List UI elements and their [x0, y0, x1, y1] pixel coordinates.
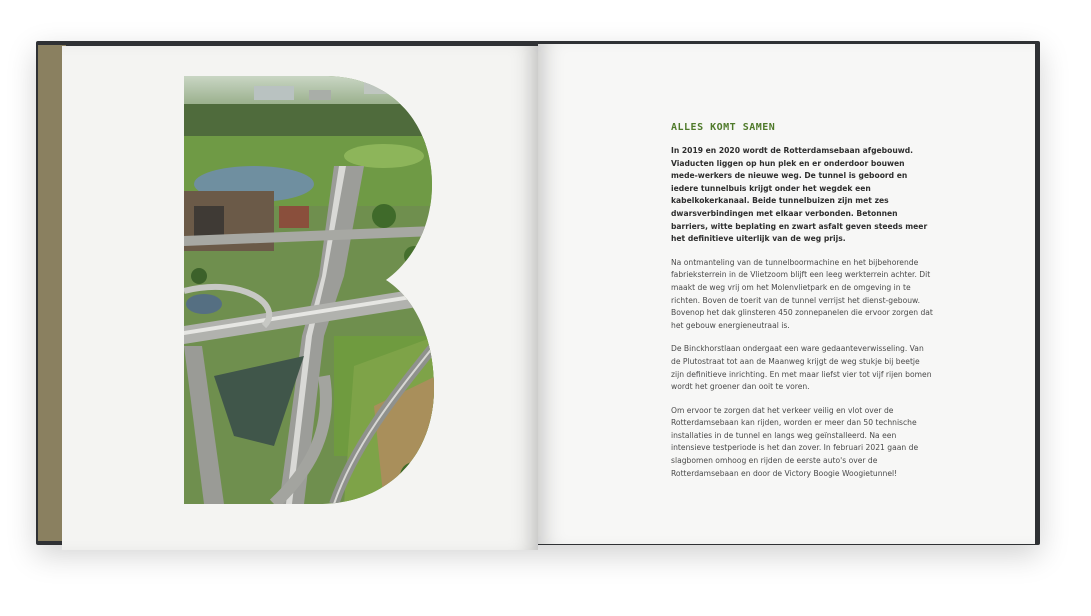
letter-b-aerial-photo	[184, 76, 436, 504]
article-paragraph: Na ontmanteling van de tunnelboormachine en het bijbehorende fabrieksterrein in de Vlietzoom blijft een leeg werkterrein achter. Dit maakt de weg vrij om het Molenvlietpark en de omgeving in te richten. Boven de toerit van de tunnel verrijst het dienst-gebouw. Bovenop het dak glinsteren 450 zonnepanelen die ervoor zorgen dat het gebouw energieneutraal is.	[671, 257, 933, 330]
article-paragraph: Om ervoor te zorgen dat het verkeer veilig en vlot over de Rotterdamsebaan kan rijden, worden er meer dan 50 technische installaties in de tunnel en langs weg geïnstalleerd. Na een intensieve testperiode is het dan zover. In februari 2021 gaan de slagbomen omhoog en rijden de eerste auto's over de Rotterdamsebaan en door de Victory Boogie Woogietunnel!	[671, 405, 919, 478]
article-text	[671, 122, 933, 491]
article-paragraph: De Binckhorstlaan ondergaat een ware gedaanteverwisseling. Van de Plutostraat tot aan de Maanweg krijgt de weg stukje bij beetje zijn definitieve inrichting. En met maar liefst vier tot vijf rijen bomen wordt het groener dan ooit te voren.	[671, 344, 932, 392]
article-intro: In 2019 en 2020 wordt de Rotterdamsebaan afgebouwd. Viaducten liggen op hun plek en er onderdoor bouwen mede-werkers de nieuwe weg. De tunnel is geboord en iedere tunnelbuis krijgt onder het wegdek een kabelkokerkanaal. Beide tunnelbuizen zijn met zes dwarsverbindingen met elkaar verbonden. Betonnen barriers, witte beplating en zwart asfalt geven steeds meer het definitieve uiterlijk van de weg prijs.	[671, 146, 928, 244]
article-heading: ALLES KOMT SAMEN	[671, 122, 776, 133]
